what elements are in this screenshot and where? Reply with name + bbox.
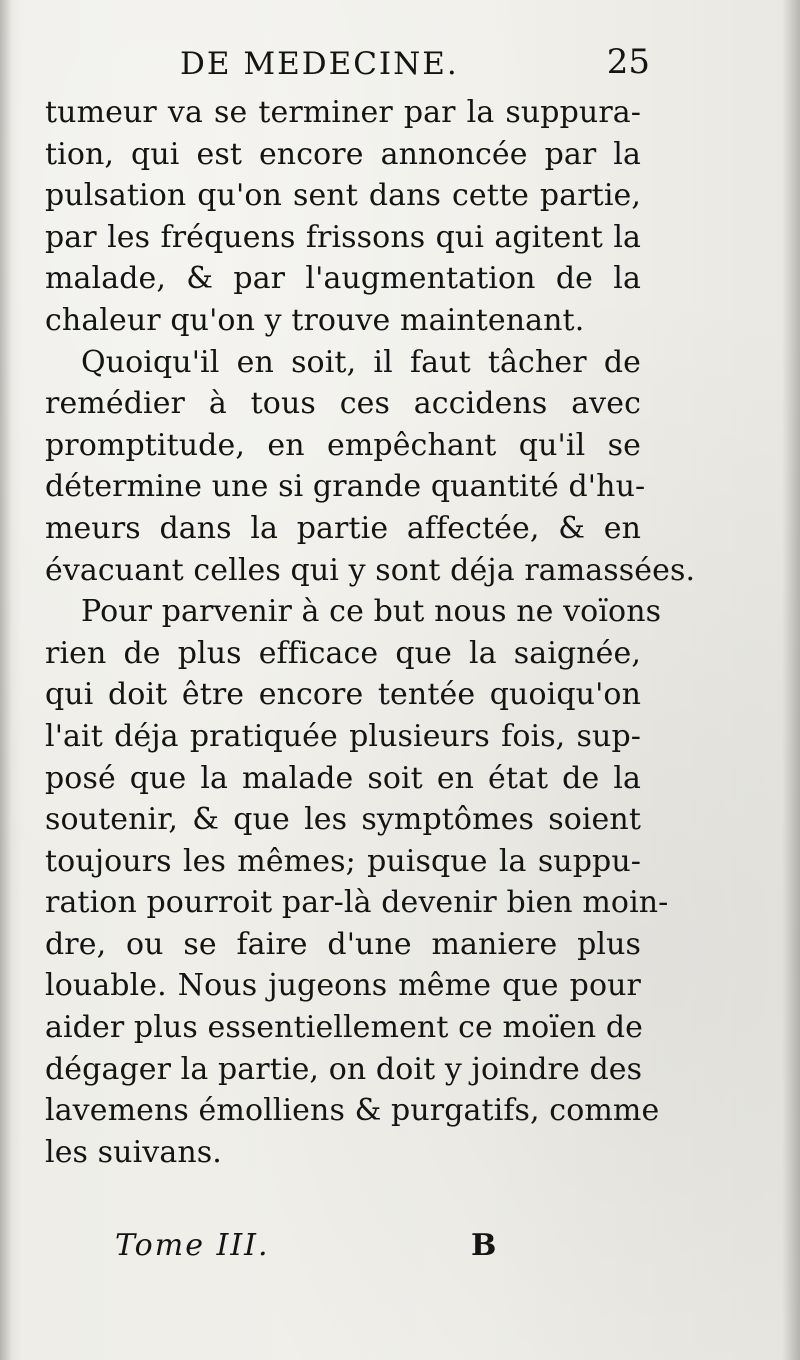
text-line: Quoiqu'il en soit, il faut tâcher de <box>81 344 641 380</box>
text-line: par les fréquens frissons qui agitent la <box>45 219 641 255</box>
text-line: rien de plus efficace que la saignée, <box>45 635 641 671</box>
text-line: louable. Nous jugeons même que pour <box>45 968 641 1004</box>
text-line: aider plus essentiellement ce moïen de <box>45 1010 644 1046</box>
text-line: pulsation qu'on sent dans cette partie, <box>45 178 641 214</box>
page-gutter-shadow <box>0 0 12 1360</box>
text-line: Pour parvenir à ce but nous ne voïons <box>81 594 662 630</box>
text-line: tion, qui est encore annoncée par la <box>45 136 641 172</box>
running-head <box>40 42 650 90</box>
text-line: détermine une si grande quantité d'hu- <box>45 469 646 505</box>
text-line: meurs dans la partie affectée, & en <box>45 510 641 546</box>
text-line: chaleur qu'on y trouve maintenant. <box>45 302 585 338</box>
text-line: tumeur va se terminer par la suppura- <box>45 95 641 130</box>
text-line: dre, ou se faire d'une maniere plus <box>45 926 641 962</box>
volume-label: Tome III. <box>115 1228 270 1263</box>
text-line: lavemens émolliens & purgatifs, comme <box>45 1093 660 1129</box>
text-line: les suivans. <box>45 1134 222 1170</box>
signature-mark: B <box>471 1228 497 1263</box>
text-line: remédier à tous ces accidens avec <box>45 386 641 422</box>
text-line: qui doit être encore tentée quoiqu'on <box>45 677 641 713</box>
running-head-title: DE MEDECINE. <box>180 46 459 82</box>
text-line: soutenir, & que les symptômes soient <box>45 802 641 838</box>
text-line: évacuant celles qui y sont déja ramassées. <box>45 552 696 588</box>
text-line: malade, & par l'augmentation de la <box>45 261 641 297</box>
text-line: promptitude, en empêchant qu'il se <box>45 427 641 463</box>
text-line: posé que la malade soit en état de la <box>45 760 641 796</box>
text-line: dégager la partie, on doit y joindre des <box>45 1051 643 1087</box>
text-line: toujours les mêmes; puisque la suppu- <box>45 843 641 879</box>
text-line: ration pourroit par-là devenir bien moin- <box>45 885 669 921</box>
page-edge-shadow <box>782 0 800 1360</box>
body-text <box>45 92 696 1173</box>
text-line: l'ait déja pratiquée plusieurs fois, sup- <box>45 718 641 754</box>
page-number: 25 <box>606 42 650 82</box>
page-footer <box>115 1228 615 1276</box>
